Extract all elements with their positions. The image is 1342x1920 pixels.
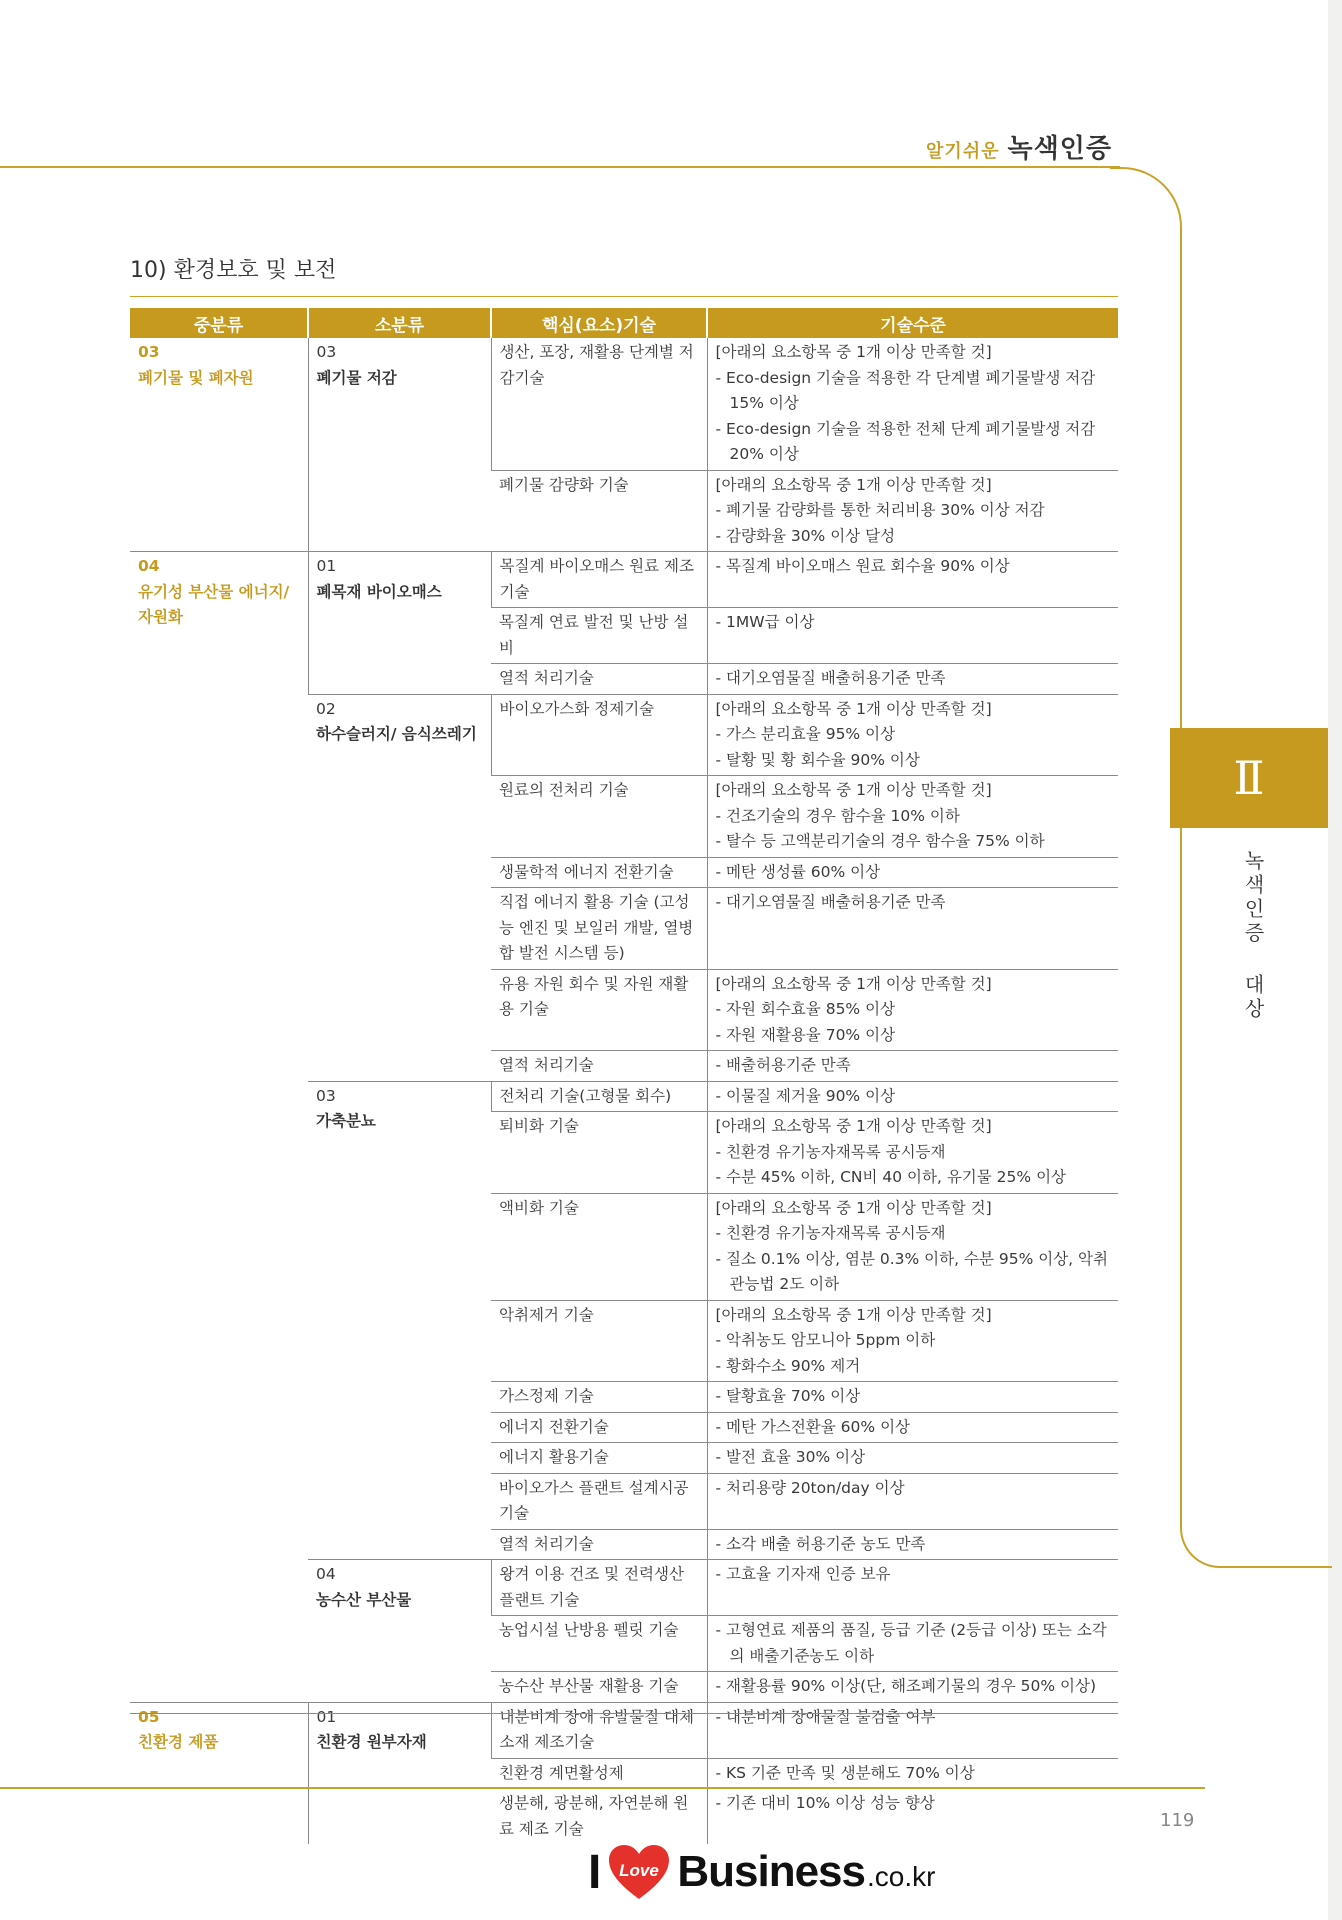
subcategory-cell (308, 694, 491, 1081)
table-row (130, 1702, 1118, 1758)
tech-level-cell (707, 1702, 1118, 1758)
core-technology-cell: 생산, 포장, 재활용 단계별 저감기술 (491, 338, 707, 470)
header-col-3: 핵심(요소)기술 (491, 308, 707, 338)
core-technology-cell: 목질계 바이오매스 원료 제조기술 (491, 552, 707, 608)
table-row (130, 338, 1118, 470)
subcategory-code: 03 (316, 1086, 336, 1105)
subcategory-name: 가축분뇨 (316, 1112, 376, 1130)
core-technology-cell: 에너지 전환기술 (491, 1412, 707, 1443)
tech-level-cell (707, 470, 1118, 552)
heart-icon (607, 1843, 671, 1901)
tech-level-cell (707, 1051, 1118, 1082)
frame-side-line (1180, 236, 1182, 1516)
tech-level-cell (707, 338, 1118, 470)
core-technology-cell: 직접 에너지 활용 기술 (고성능 엔진 및 보일러 개발, 열병합 발전 시스템 등) (491, 888, 707, 970)
tech-spec-table (130, 308, 1118, 1844)
table-header-row (130, 308, 1118, 338)
category-name: 유기성 부산물 에너지/ 자원화 (138, 582, 290, 626)
top-rule (0, 166, 1120, 168)
subcategory-cell (308, 1702, 491, 1844)
core-technology-cell: 액비화 기술 (491, 1193, 707, 1300)
core-technology-cell: 에너지 활용기술 (491, 1443, 707, 1474)
tech-level-line: - 고형연료 제품의 품질, 등급 기준 (2등급 이상) 또는 소각의 배출기준농도 이하 (715, 1621, 1107, 1665)
tech-level-line: - 건조기술의 경우 함수율 10% 이하 (715, 806, 960, 825)
chapter-tab[interactable] (1170, 728, 1328, 828)
tech-level-line: - 메탄 생성률 60% 이상 (715, 862, 881, 881)
logo-love: Love (619, 1861, 660, 1880)
core-technology-cell: 생물학적 에너지 전환기술 (491, 857, 707, 888)
core-technology-cell: 왕겨 이용 건조 및 전력생산 플랜트 기술 (491, 1560, 707, 1616)
category-code: 05 (138, 1707, 160, 1726)
header-col-2: 소분류 (308, 308, 491, 338)
tech-level-cell (707, 888, 1118, 970)
tech-level-line: [아래의 요소항목 중 1개 이상 만족할 것] (715, 1198, 992, 1217)
site-logo (588, 1842, 935, 1902)
category-name: 친환경 제품 (138, 1733, 219, 1751)
tech-level-line: - 친환경 유기농자재목록 공시등재 (715, 1224, 946, 1242)
category-name: 폐기물 및 폐자원 (138, 368, 254, 387)
core-technology-cell: 열적 처리기술 (491, 664, 707, 695)
table-row (130, 552, 1118, 608)
core-technology-cell: 농수산 부산물 재활용 기술 (491, 1672, 707, 1703)
tech-level-line: [아래의 요소항목 중 1개 이상 만족할 것] (715, 343, 992, 361)
tech-level-line: - 탈수 등 고액분리기술의 경우 함수율 75% 이하 (715, 832, 1045, 850)
tech-level-cell (707, 776, 1118, 858)
header-small: 알기쉬운 (925, 141, 1000, 162)
core-technology-cell: 바이오가스 플랜트 설계시공 기술 (491, 1473, 707, 1529)
subcategory-code: 04 (316, 1565, 336, 1583)
tech-level-line: [아래의 요소항목 중 1개 이상 만족할 것] (715, 1117, 992, 1135)
subcategory-cell (308, 1081, 491, 1560)
tech-level-line: - 이물질 제거율 90% 이상 (715, 1086, 896, 1105)
core-technology-cell: 생분해, 광분해, 자연분해 원료 제조 기술 (491, 1789, 707, 1845)
core-technology-cell: 원료의 전처리 기술 (491, 776, 707, 858)
chapter-label: 녹색인증 대상 (1241, 850, 1265, 1022)
tech-level-line: - Eco-design 기술을 적용한 각 단계별 폐기물발생 저감 15% 이상 (715, 368, 1096, 412)
page-edge (1328, 0, 1342, 1920)
subcategory-name: 폐목재 바이오매스 (316, 582, 442, 601)
core-technology-cell: 폐기물 감량화 기술 (491, 470, 707, 552)
tech-level-cell (707, 1382, 1118, 1413)
frame-curve-top (1110, 167, 1182, 239)
tech-level-line: [아래의 요소항목 중 1개 이상 만족할 것] (715, 475, 992, 494)
tech-level-line: - 질소 0.1% 이상, 염분 0.3% 이하, 수분 95% 이상, 악취 관능법 2도 이하 (715, 1249, 1108, 1293)
tech-level-line: - Eco-design 기술을 적용한 전체 단계 폐기물발생 저감 20% 이상 (715, 419, 1096, 463)
core-technology-cell: 농업시설 난방용 펠릿 기술 (491, 1616, 707, 1672)
tech-level-cell (707, 969, 1118, 1051)
tech-level-cell (707, 1412, 1118, 1443)
tech-level-cell (707, 1616, 1118, 1672)
tech-level-cell (707, 552, 1118, 608)
subcategory-code: 01 (316, 1707, 337, 1726)
logo-i: I (588, 1845, 602, 1899)
subcategory-code: 01 (316, 557, 337, 575)
table-bottom-rule (130, 1713, 1118, 1714)
tech-level-line: - 친환경 유기농자재목록 공시등재 (715, 1142, 946, 1161)
tech-level-line: - 악취농도 암모니아 5ppm 이하 (715, 1331, 936, 1349)
tech-level-line: - 기존 대비 10% 이상 성능 향상 (715, 1794, 935, 1812)
tech-level-line: - 재활용률 90% 이상(단, 해조폐기물의 경우 50% 이상) (715, 1677, 1097, 1695)
tech-level-cell (707, 1443, 1118, 1474)
tech-level-cell (707, 1758, 1118, 1789)
tech-level-line: - 발전 효율 30% 이상 (715, 1448, 866, 1466)
tech-level-line: - 처리용량 20ton/day 이상 (715, 1478, 905, 1497)
subcategory-code: 02 (316, 699, 336, 718)
subcategory-cell (308, 338, 491, 552)
core-technology-cell: 열적 처리기술 (491, 1051, 707, 1082)
tech-level-line: - 가스 분리효율 95% 이상 (715, 725, 896, 743)
subcategory-name: 친환경 원부자재 (316, 1733, 427, 1751)
tech-level-cell (707, 1300, 1118, 1382)
tech-level-cell (707, 1560, 1118, 1616)
core-technology-cell: 유용 자원 회수 및 자원 재활용 기술 (491, 969, 707, 1051)
tech-level-line: - 황화수소 90% 제거 (715, 1356, 861, 1375)
subcategory-name: 폐기물 저감 (316, 368, 397, 387)
core-technology-cell: 전처리 기술(고형물 회수) (491, 1081, 707, 1112)
category-cell (130, 552, 308, 1703)
tech-level-cell (707, 1672, 1118, 1703)
tech-level-cell (707, 694, 1118, 776)
core-technology-cell: 퇴비화 기술 (491, 1112, 707, 1194)
tech-level-line: - KS 기준 만족 및 생분해도 70% 이상 (715, 1763, 975, 1782)
tech-level-line: - 탈황 및 황 회수율 90% 이상 (715, 750, 920, 769)
tech-level-line: [아래의 요소항목 중 1개 이상 만족할 것] (715, 781, 992, 799)
footer-rule (0, 1787, 1205, 1789)
subcategory-name: 농수산 부산물 (316, 1590, 412, 1609)
core-technology-cell: 목질계 연료 발전 및 난방 설비 (491, 608, 707, 664)
tech-level-cell (707, 1789, 1118, 1845)
logo-domain: .co.kr (866, 1861, 936, 1892)
tech-level-cell (707, 1112, 1118, 1194)
frame-curve-bottom (1180, 1500, 1332, 1568)
tech-level-cell (707, 1529, 1118, 1560)
tech-level-line: - 대기오염물질 배출허용기준 만족 (715, 669, 946, 687)
subcategory-cell (308, 552, 491, 695)
chapter-numeral: Ⅱ (1233, 751, 1265, 805)
tech-level-line: - 고효율 기자재 인증 보유 (715, 1565, 891, 1583)
core-technology-cell: 친환경 계면활성제 (491, 1758, 707, 1789)
tech-level-cell (707, 1081, 1118, 1112)
tech-level-line: [아래의 요소항목 중 1개 이상 만족할 것] (715, 1305, 992, 1324)
tech-level-line: - 메탄 가스전환율 60% 이상 (715, 1417, 911, 1436)
tech-level-line: [아래의 요소항목 중 1개 이상 만족할 것] (715, 699, 992, 718)
core-technology-cell: 악취제거 기술 (491, 1300, 707, 1382)
subcategory-name: 하수슬러지/ 음식쓰레기 (316, 725, 477, 743)
title-rule (130, 296, 1118, 297)
tech-level-line: - 폐기물 감량화를 통한 처리비용 30% 이상 저감 (715, 501, 1045, 519)
category-cell (130, 1702, 308, 1844)
tech-level-line: [아래의 요소항목 중 1개 이상 만족할 것] (715, 974, 992, 993)
header-col-1: 중분류 (130, 308, 308, 338)
category-cell (130, 338, 308, 552)
tech-level-cell (707, 664, 1118, 695)
tech-level-cell (707, 857, 1118, 888)
tech-level-line: - 감량화율 30% 이상 달성 (715, 526, 896, 545)
core-technology-cell: 가스정제 기술 (491, 1382, 707, 1413)
core-technology-cell: 내분비계 장애 유발물질 대체소재 제조기술 (491, 1702, 707, 1758)
tech-level-line: - 내분비계 장애물질 불검출 여부 (715, 1707, 936, 1726)
subcategory-cell (308, 1560, 491, 1703)
page-number: 119 (1160, 1810, 1195, 1831)
tech-level-line: - 배출허용기준 만족 (715, 1056, 851, 1074)
category-code: 04 (138, 557, 160, 575)
header-col-4: 기술수준 (707, 308, 1118, 338)
tech-level-cell (707, 1473, 1118, 1529)
tech-level-line: - 자원 재활용율 70% 이상 (715, 1025, 896, 1044)
header-big: 녹색인증 (1007, 134, 1112, 164)
tech-level-cell (707, 608, 1118, 664)
logo-brand: Business (677, 1847, 865, 1896)
tech-level-line: - 자원 회수효율 85% 이상 (715, 1000, 896, 1018)
category-code: 03 (138, 343, 160, 361)
table-body (130, 338, 1118, 1844)
header-title (926, 128, 1112, 165)
tech-level-line: - 수분 45% 이하, CN비 40 이하, 유기물 25% 이상 (715, 1168, 1067, 1186)
tech-level-line: - 소각 배출 허용기준 농도 만족 (715, 1534, 926, 1553)
subcategory-code: 03 (316, 343, 337, 361)
tech-level-cell (707, 1193, 1118, 1300)
section-title: 10) 환경보호 및 보전 (130, 258, 337, 283)
tech-level-line: - 1MW급 이상 (715, 613, 815, 631)
core-technology-cell: 바이오가스화 정제기술 (491, 694, 707, 776)
tech-level-line: - 탈황효율 70% 이상 (715, 1387, 861, 1405)
core-technology-cell: 열적 처리기술 (491, 1529, 707, 1560)
tech-level-line: - 목질계 바이오매스 원료 회수율 90% 이상 (715, 557, 1010, 575)
tech-level-line: - 대기오염물질 배출허용기준 만족 (715, 893, 946, 911)
